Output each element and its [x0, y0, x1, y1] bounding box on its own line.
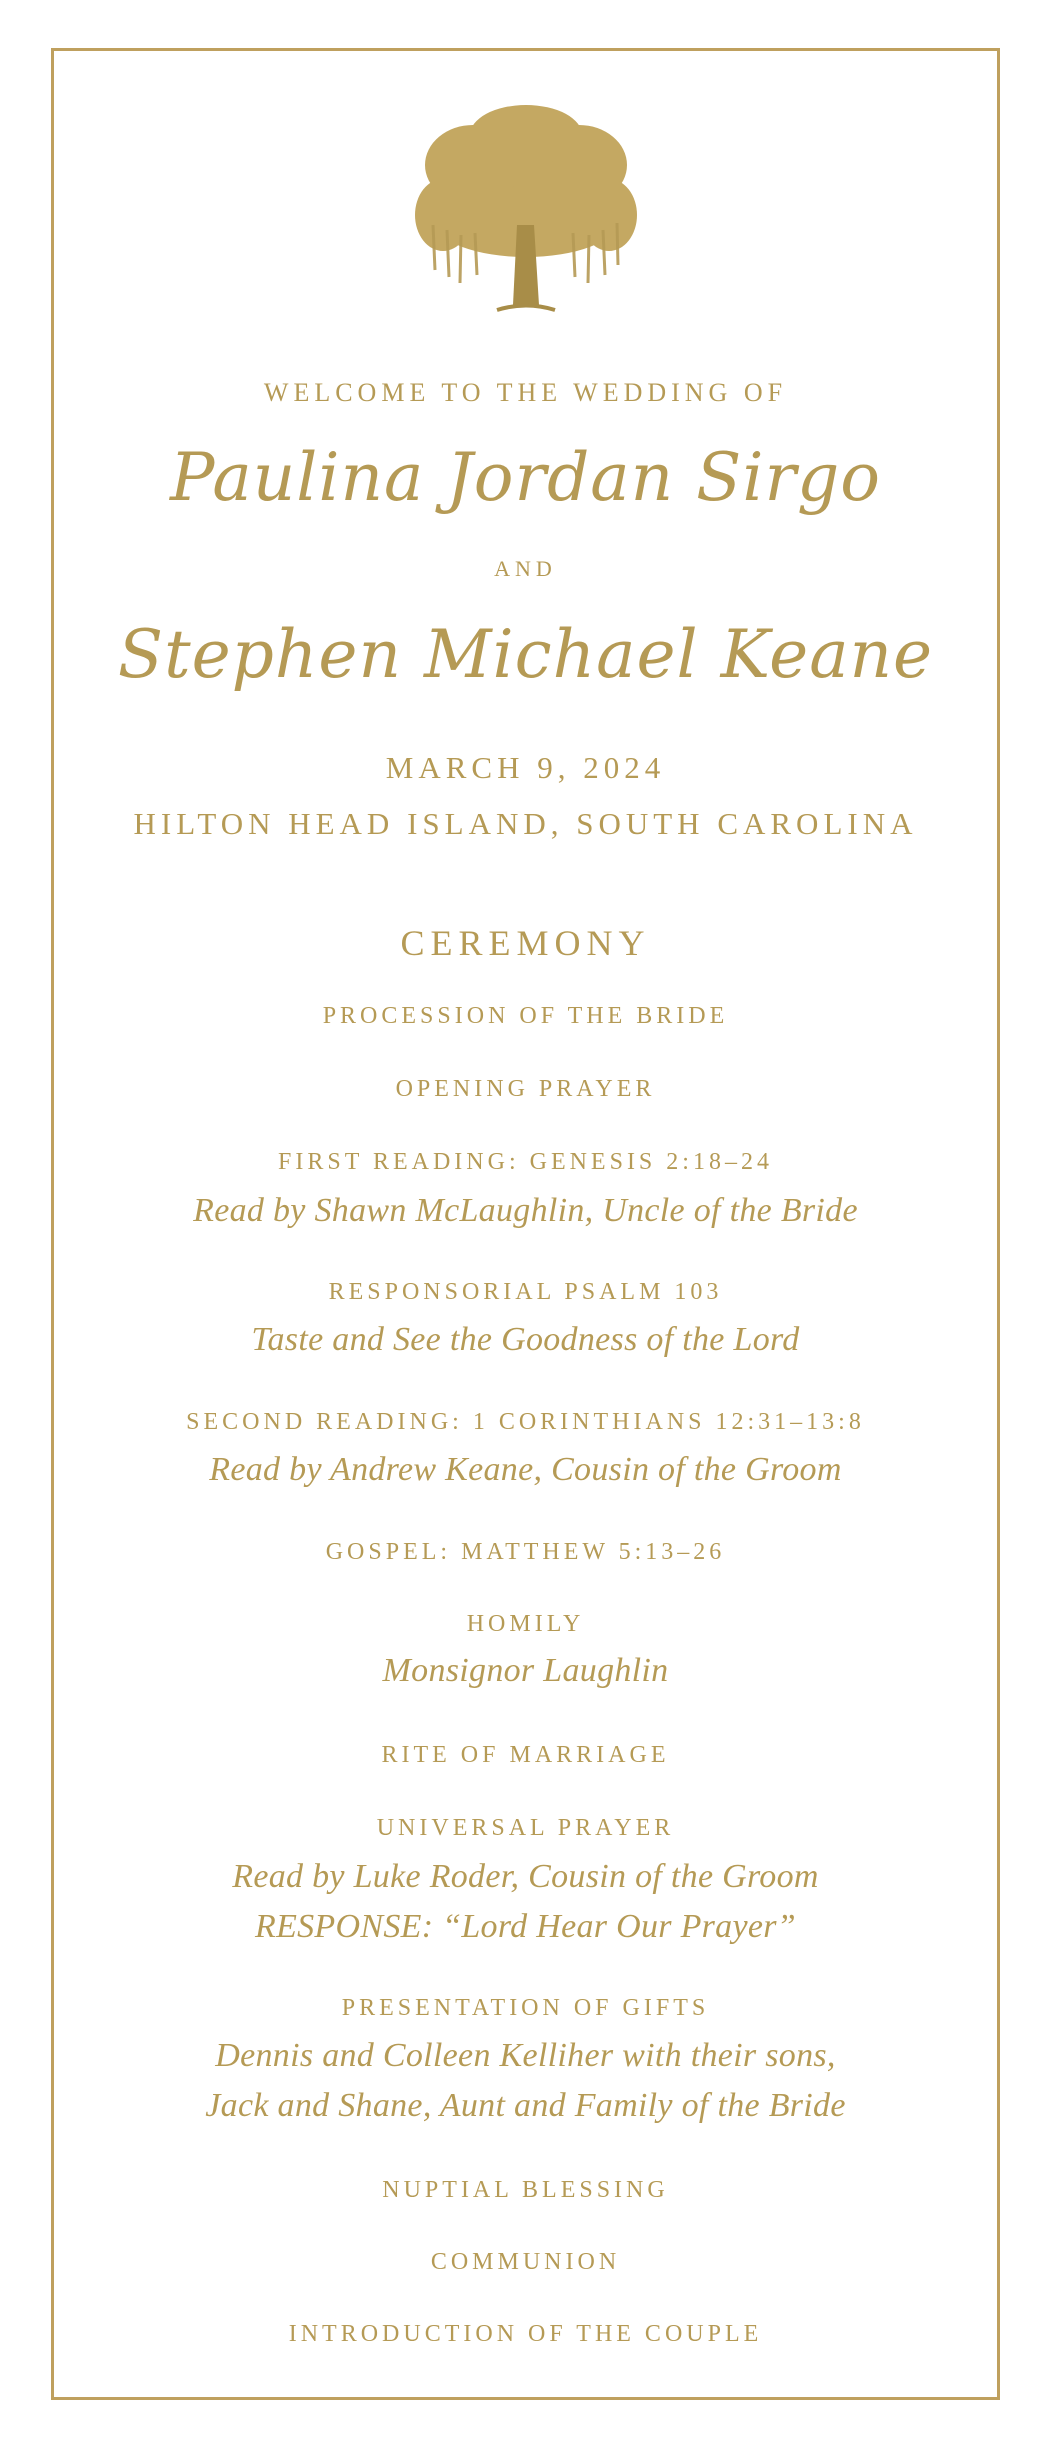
- wedding-location: HILTON HEAD ISLAND, SOUTH CAROLINA: [133, 806, 918, 841]
- order-item-title: HOMILY: [466, 1611, 585, 1637]
- oak-tree-icon: [413, 105, 639, 315]
- order-item-detail: RESPONSE: “Lord Hear Our Prayer”: [255, 1908, 796, 1945]
- order-item-title: PRESENTATION OF GIFTS: [341, 1995, 710, 2021]
- order-item-title: RESPONSORIAL PSALM 103: [328, 1279, 723, 1305]
- order-item-title: UNIVERSAL PRAYER: [376, 1815, 675, 1841]
- order-item-title: NUPTIAL BLESSING: [382, 2177, 669, 2203]
- order-item-title: OPENING PRAYER: [395, 1076, 656, 1102]
- order-item-detail: Jack and Shane, Aunt and Family of the Bride: [205, 2087, 846, 2124]
- order-item-detail: Dennis and Colleen Kelliher with their sons,: [215, 2037, 836, 2074]
- groom-name: Stephen Michael Keane: [117, 616, 934, 693]
- order-item-title: GOSPEL: MATTHEW 5:13–26: [325, 1539, 726, 1565]
- order-item-title: COMMUNION: [430, 2249, 621, 2275]
- welcome-heading: WELCOME TO THE WEDDING OF: [263, 378, 788, 407]
- ceremony-heading: CEREMONY: [400, 923, 651, 963]
- order-item-title: SECOND READING: 1 CORINTHIANS 12:31–13:8: [186, 1409, 865, 1435]
- order-item-detail: Read by Andrew Keane, Cousin of the Groom: [209, 1451, 842, 1488]
- order-item-title: RITE OF MARRIAGE: [381, 1742, 670, 1768]
- and-connector: AND: [494, 556, 557, 581]
- order-item-detail: Read by Luke Roder, Cousin of the Groom: [232, 1858, 819, 1895]
- order-item-title: PROCESSION OF THE BRIDE: [322, 1003, 729, 1029]
- order-item-detail: Read by Shawn McLaughlin, Uncle of the Bride: [193, 1192, 858, 1229]
- wedding-date: MARCH 9, 2024: [385, 750, 666, 785]
- bride-name: Paulina Jordan Sirgo: [169, 439, 882, 516]
- order-item-detail: Taste and See the Goodness of the Lord: [251, 1321, 800, 1358]
- order-item-title: FIRST READING: GENESIS 2:18–24: [278, 1149, 773, 1175]
- order-item-title: INTRODUCTION OF THE COUPLE: [288, 2321, 763, 2347]
- order-item-detail: Monsignor Laughlin: [382, 1652, 669, 1689]
